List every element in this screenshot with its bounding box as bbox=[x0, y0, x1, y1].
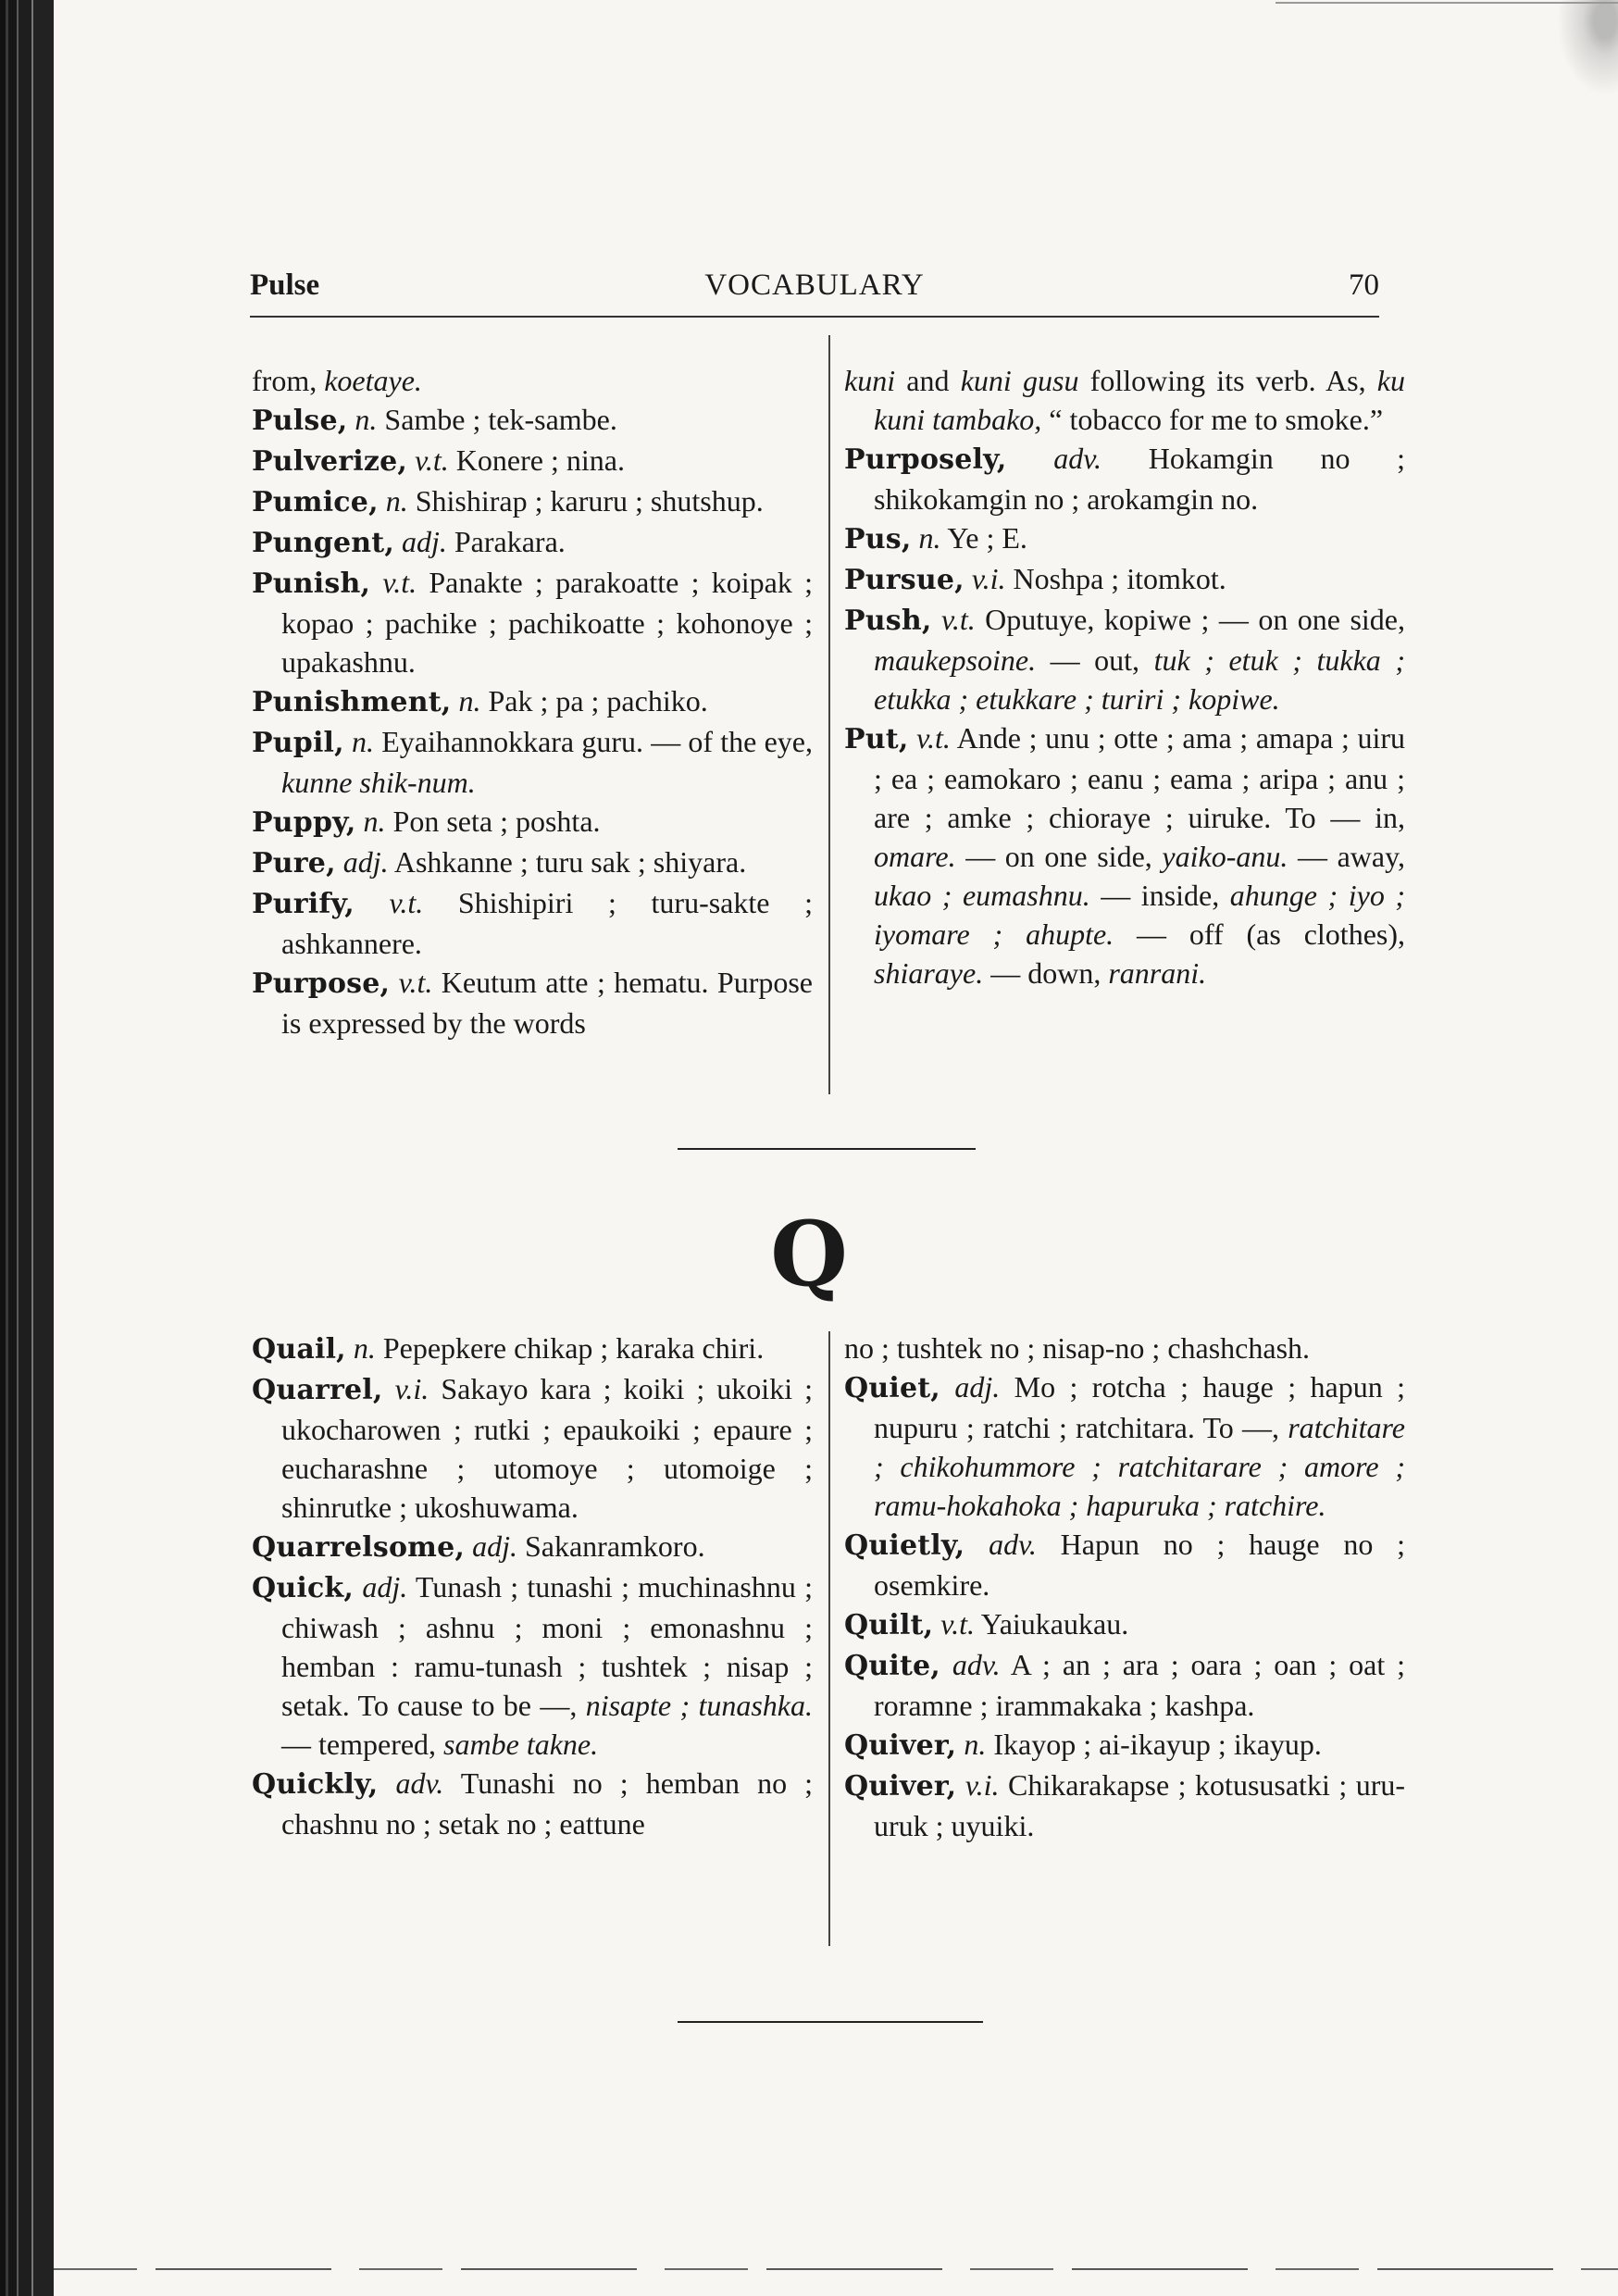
definition-text: Ikayop ; ai-ikayup ; ikayup. bbox=[986, 1728, 1322, 1761]
section-letter: Q bbox=[770, 1202, 848, 1306]
definition-text bbox=[394, 525, 402, 558]
definition-text: Keutum atte ; hematu. Purpose is expressed by the words bbox=[281, 966, 813, 1040]
headword: Quilt, bbox=[844, 1609, 934, 1641]
definition-text: Hokamgin no ; shikokamgin no ; arokamgin no. bbox=[874, 442, 1406, 516]
definition-text bbox=[355, 886, 390, 919]
definition-text: Noshpa ; itomkot. bbox=[1005, 562, 1226, 595]
definition-text: Ashkanne ; turu sak ; shiyara. bbox=[388, 845, 747, 879]
definition-text: Sambe ; tek-sambe. bbox=[377, 403, 617, 436]
header-rule bbox=[250, 316, 1379, 318]
definition-text bbox=[379, 484, 386, 518]
part-of-speech: adj. bbox=[342, 845, 389, 879]
part-of-speech: adj. bbox=[362, 1570, 408, 1603]
ainu-term: ranrani. bbox=[1108, 956, 1207, 990]
headword: Quick, bbox=[252, 1572, 355, 1604]
definition-text: Shishirap ; karuru ; shutshup. bbox=[407, 484, 764, 518]
headword: Push, bbox=[844, 605, 932, 637]
ainu-term: tuk ; etuk ; tukka ; etukka ; etukkare ; turiri ; kopiwe. bbox=[874, 643, 1406, 716]
dictionary-entry bbox=[844, 1367, 1405, 1525]
definition-text: — off (as clothes), bbox=[1114, 917, 1406, 951]
definition-text: Yaiukaukau. bbox=[974, 1607, 1129, 1641]
column-p-left bbox=[252, 361, 813, 1042]
headword: Quarrelsome, bbox=[252, 1531, 466, 1564]
definition-text: no ; tushtek no ; nisap-no ; chashchash. bbox=[844, 1331, 1311, 1365]
dictionary-entry bbox=[252, 1764, 813, 1843]
section-rule-bottom bbox=[678, 2021, 983, 2023]
headword: Punishment, bbox=[252, 686, 452, 718]
dictionary-entry bbox=[252, 563, 813, 681]
running-head-word: Pulse bbox=[250, 268, 320, 302]
dictionary-entry bbox=[252, 481, 813, 522]
headword: Pus, bbox=[844, 523, 912, 555]
dictionary-entry bbox=[844, 559, 1405, 600]
part-of-speech: v.i. bbox=[394, 1372, 429, 1405]
dictionary-entry bbox=[252, 1567, 813, 1764]
definition-text bbox=[344, 725, 352, 758]
dictionary-entry bbox=[252, 1369, 813, 1527]
headword: Quiver, bbox=[844, 1770, 957, 1803]
ainu-term: ku kuni tambako, bbox=[874, 364, 1405, 436]
scan-bottom-rule bbox=[54, 2268, 1618, 2270]
definition-text: Oputuye, kopiwe ; — on one side, bbox=[975, 603, 1406, 636]
part-of-speech: adj. bbox=[954, 1370, 1001, 1404]
ainu-term: maukepsoine. bbox=[874, 643, 1037, 677]
part-of-speech: v.t. bbox=[940, 603, 976, 636]
dictionary-entry bbox=[844, 518, 1405, 559]
definition-text: — away, bbox=[1288, 840, 1406, 873]
dictionary-entry bbox=[844, 1725, 1405, 1766]
definition-text bbox=[370, 566, 382, 599]
definition-text: Chikarakapse ; kotususatki ; uru-uruk ; uyuiki. bbox=[874, 1768, 1406, 1842]
definition-text bbox=[1007, 442, 1054, 475]
definition-text: Parakara. bbox=[446, 525, 566, 558]
part-of-speech: n. bbox=[353, 1331, 376, 1365]
dictionary-entry bbox=[844, 1645, 1405, 1725]
dictionary-entry bbox=[252, 361, 813, 400]
dictionary-entry bbox=[844, 1604, 1405, 1645]
definition-text bbox=[940, 1370, 954, 1404]
definition-text bbox=[956, 1768, 965, 1802]
ainu-term: shiaraye. bbox=[874, 956, 984, 990]
definition-text: — inside, bbox=[1089, 879, 1230, 912]
definition-text: “ tobacco for me to smoke.” bbox=[1041, 403, 1384, 436]
ainu-term: ahunge ; iyo ; iyomare ; ahupte. bbox=[874, 879, 1406, 951]
column-q-right bbox=[844, 1329, 1405, 1845]
definition-text: — on one side, bbox=[955, 840, 1163, 873]
ainu-term: yaiko-anu. bbox=[1162, 840, 1288, 873]
definition-text bbox=[354, 1570, 362, 1603]
headword: Purposely, bbox=[844, 443, 1007, 476]
dictionary-entry bbox=[844, 1329, 1405, 1367]
headword: Pupil, bbox=[252, 727, 344, 759]
definition-text: — down, bbox=[983, 956, 1109, 990]
dictionary-entry bbox=[252, 1329, 813, 1369]
scan-edge-shadow bbox=[0, 0, 54, 2296]
part-of-speech: adj. bbox=[472, 1529, 517, 1563]
definition-text bbox=[908, 721, 916, 755]
dictionary-entry bbox=[252, 441, 813, 481]
dictionary-entry bbox=[252, 400, 813, 441]
part-of-speech: n. bbox=[385, 484, 408, 518]
definition-text: Ande ; unu ; otte ; ama ; amapa ; uiru ; ea ; eamokaro ; eanu ; eama ; aripa ; anu ; are ; amke ; chioraye ; uiruke. To — in, bbox=[874, 721, 1406, 834]
headword: Pursue, bbox=[844, 564, 965, 596]
dictionary-entry bbox=[252, 802, 813, 842]
definition-text: A ; an ; ara ; oara ; oan ; oat ; roramne ; irammakaka ; kashpa. bbox=[874, 1648, 1406, 1722]
definition-text bbox=[912, 521, 919, 555]
dictionary-entry bbox=[252, 963, 813, 1042]
part-of-speech: v.t. bbox=[940, 1607, 975, 1641]
headword: Quail, bbox=[252, 1333, 346, 1366]
part-of-speech: v.t. bbox=[382, 566, 417, 599]
part-of-speech: v.i. bbox=[965, 1768, 1000, 1802]
column-p-right bbox=[844, 361, 1405, 992]
definition-text: Konere ; nina. bbox=[448, 443, 625, 477]
definition-text bbox=[965, 562, 972, 595]
part-of-speech: v.t. bbox=[389, 886, 424, 919]
definition-text: Mo ; rotcha ; hauge ; hapun ; nupuru ; ratchi ; ratchitara. To —, bbox=[874, 1370, 1406, 1444]
dictionary-entry bbox=[844, 718, 1405, 992]
headword: Quietly, bbox=[844, 1529, 965, 1562]
part-of-speech: v.i. bbox=[971, 562, 1006, 595]
definition-text bbox=[356, 805, 364, 838]
part-of-speech: n. bbox=[458, 684, 481, 718]
scan-top-line bbox=[1276, 2, 1618, 4]
part-of-speech: n. bbox=[352, 725, 375, 758]
definition-text: Shishipiri ; turu-sakte ; ashkannere. bbox=[281, 886, 814, 960]
ainu-term: sambe takne. bbox=[443, 1728, 599, 1761]
headword: Pulse, bbox=[252, 405, 348, 437]
column-divider-top bbox=[828, 335, 830, 1094]
definition-text: Tunash ; tunashi ; muchinashnu ; chiwash ; ashnu ; moni ; emonashnu ; hemban : ramu-tunash ; tushtek ; nisap ; setak. To cause to be —, bbox=[281, 1570, 814, 1722]
dictionary-entry bbox=[844, 1525, 1405, 1604]
ainu-term: kuni gusu bbox=[960, 364, 1079, 397]
definition-text bbox=[932, 603, 941, 636]
part-of-speech: adv. bbox=[395, 1766, 444, 1800]
ainu-term: omare. bbox=[874, 840, 956, 873]
dictionary-entry bbox=[844, 1766, 1405, 1845]
part-of-speech: adv. bbox=[1053, 442, 1102, 475]
part-of-speech: n. bbox=[355, 403, 378, 436]
definition-text: Eyaihannokkara guru. — of the eye, bbox=[374, 725, 814, 758]
definition-text: Ye ; E. bbox=[940, 521, 1027, 555]
dictionary-entry bbox=[252, 681, 813, 722]
part-of-speech: n. bbox=[363, 805, 386, 838]
definition-text: Pak ; pa ; pachiko. bbox=[480, 684, 708, 718]
part-of-speech: v.t. bbox=[415, 443, 449, 477]
definition-text: Tunashi no ; hemban no ; chashnu no ; setak no ; eattune bbox=[281, 1766, 814, 1841]
part-of-speech: n. bbox=[964, 1728, 987, 1761]
definition-text: and bbox=[895, 364, 961, 397]
part-of-speech: v.t. bbox=[398, 966, 433, 999]
headword: Pungent, bbox=[252, 527, 394, 559]
column-divider-bottom bbox=[828, 1331, 830, 1946]
part-of-speech: adv. bbox=[989, 1528, 1037, 1561]
definition-text: Sakanramkoro. bbox=[517, 1529, 705, 1563]
headword: Quarrel, bbox=[252, 1374, 383, 1406]
definition-text: Pepepkere chikap ; karaka chiri. bbox=[375, 1331, 765, 1365]
definition-text: — out, bbox=[1036, 643, 1154, 677]
headword: Purify, bbox=[252, 888, 355, 920]
definition-text bbox=[346, 1331, 354, 1365]
scan-corner-smudge bbox=[1553, 0, 1618, 102]
definition-text: following its verb. As, bbox=[1078, 364, 1377, 397]
definition-text bbox=[965, 1528, 989, 1561]
ainu-term: kuni bbox=[844, 364, 896, 397]
definition-text bbox=[940, 1648, 952, 1681]
running-head-title: VOCABULARY bbox=[704, 268, 925, 302]
ainu-term: koetaye. bbox=[324, 364, 422, 397]
definition-text: Sakayo kara ; koiki ; ukoiki ; ukocharowen ; rutki ; epaukoiki ; epaure ; eucharashne ; utomoye ; utomoige ; shinrutke ; ukoshuwama. bbox=[281, 1372, 813, 1524]
definition-text: from, bbox=[252, 364, 325, 397]
part-of-speech: v.t. bbox=[916, 721, 951, 755]
ainu-term: nisapte ; tunashka. bbox=[585, 1689, 814, 1722]
headword: Pure, bbox=[252, 847, 336, 880]
definition-text: Hapun no ; hauge no ; osemkire. bbox=[874, 1528, 1406, 1602]
headword: Punish, bbox=[252, 568, 371, 600]
ainu-term: ukao ; eumashnu. bbox=[874, 879, 1090, 912]
part-of-speech: adv. bbox=[952, 1648, 1001, 1681]
headword: Quickly, bbox=[252, 1768, 379, 1801]
ainu-term: kunne shik-num. bbox=[281, 766, 476, 799]
part-of-speech: n. bbox=[918, 521, 941, 555]
headword: Pulverize, bbox=[252, 445, 408, 478]
definition-text: Panakte ; parakoatte ; koipak ; kopao ; pachike ; pachikoatte ; kohonoye ; upakashnu. bbox=[281, 566, 814, 679]
headword: Quiet, bbox=[844, 1372, 940, 1404]
dictionary-entry bbox=[844, 439, 1405, 518]
headword: Puppy, bbox=[252, 806, 356, 839]
section-rule-top bbox=[678, 1148, 976, 1150]
headword: Quiver, bbox=[844, 1729, 957, 1762]
headword: Put, bbox=[844, 723, 909, 755]
dictionary-entry bbox=[252, 722, 813, 802]
dictionary-entry bbox=[844, 361, 1405, 439]
dictionary-entry bbox=[252, 1527, 813, 1567]
headword: Purpose, bbox=[252, 967, 391, 1000]
definition-text bbox=[383, 1372, 395, 1405]
definition-text bbox=[390, 966, 398, 999]
headword: Quite, bbox=[844, 1650, 940, 1682]
dictionary-entry bbox=[252, 522, 813, 563]
part-of-speech: adj. bbox=[401, 525, 447, 558]
definition-text bbox=[465, 1529, 472, 1563]
page-header bbox=[250, 268, 1379, 315]
definition-text: Pon seta ; poshta. bbox=[385, 805, 601, 838]
dictionary-entry bbox=[844, 600, 1405, 718]
dictionary-entry bbox=[252, 842, 813, 883]
column-q-left bbox=[252, 1329, 813, 1843]
ainu-term: ratchitare ; chikohummore ; ratchitarare ; amore ; ramu-hokahoka ; hapuruka ; ratchire. bbox=[874, 1411, 1405, 1522]
definition-text bbox=[378, 1766, 395, 1800]
page-number: 70 bbox=[1349, 268, 1379, 302]
dictionary-entry bbox=[252, 883, 813, 963]
definition-text bbox=[407, 443, 415, 477]
definition-text: — tempered, bbox=[281, 1728, 444, 1761]
headword: Pumice, bbox=[252, 486, 379, 518]
definition-text bbox=[336, 845, 343, 879]
